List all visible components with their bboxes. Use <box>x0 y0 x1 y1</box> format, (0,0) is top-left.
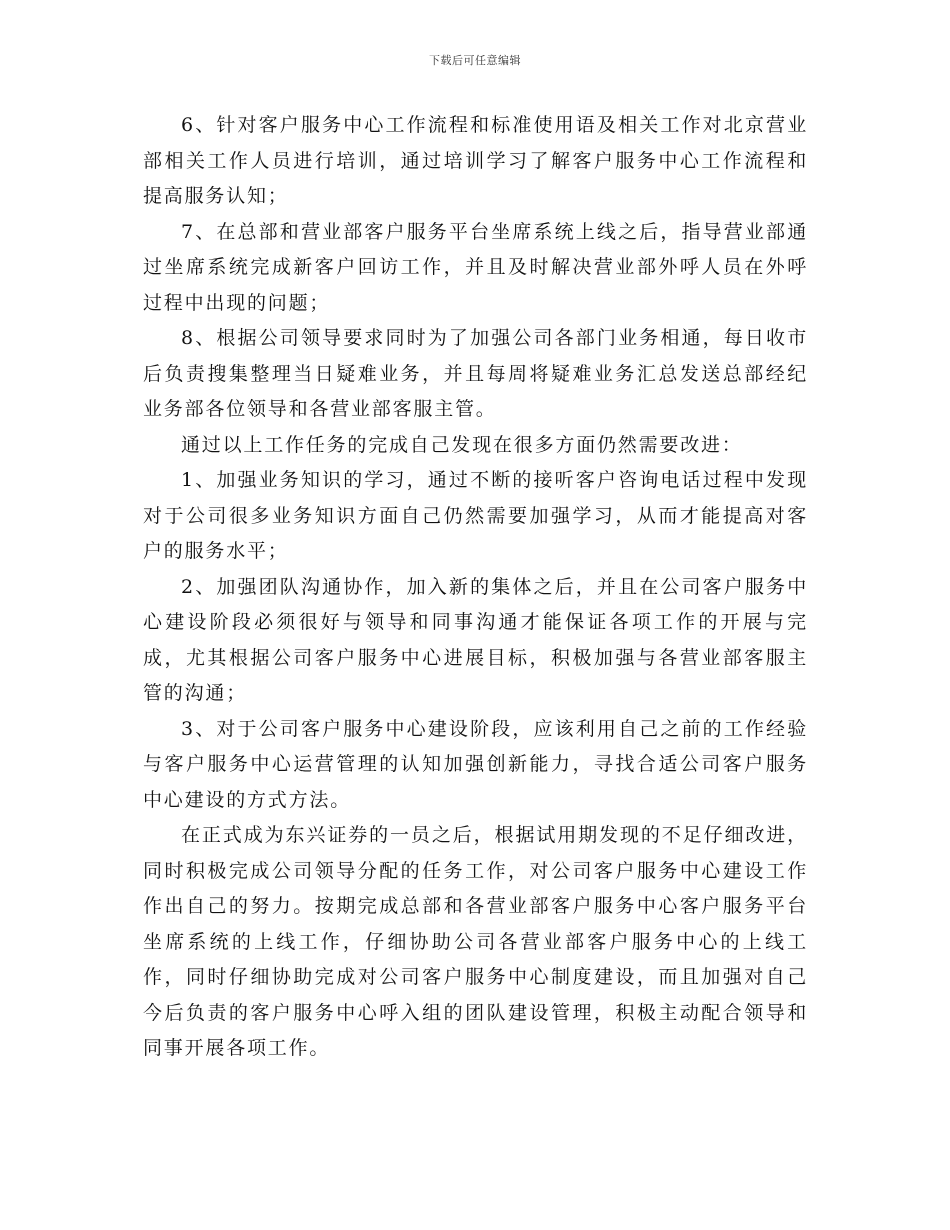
paragraph-improvement-2: 2、加强团队沟通协作，加入新的集体之后，并且在公司客户服务中心建设阶段必须很好与领导和同事沟通才能保证各项工作的开展与完成，尤其根据公司客户服务中心进展目标，积极加强与各营业部客服主管的沟通； <box>143 575 808 704</box>
paragraph-item-8: 8、根据公司领导要求同时为了加强公司各部门业务相通，每日收市后负责搜集整理当日疑难业务，并且每周将疑难业务汇总发送总部经纪业务部各位领导和各营业部客服主管。 <box>143 327 808 420</box>
header-note: 下载后可任意编辑 <box>429 54 521 67</box>
paragraph-improvement-intro: 通过以上工作任务的完成自己发现在很多方面仍然需要改进： <box>181 433 743 456</box>
paragraph-item-6: 6、针对客户服务中心工作流程和标准使用语及相关工作对北京营业部相关工作人员进行培训，通过培训学习了解客户服务中心工作流程和提高服务认知； <box>143 114 808 207</box>
paragraph-improvement-3: 3、对于公司客户服务中心建设阶段，应该利用自己之前的工作经验与客户服务中心运营管理的认知加强创新能力，寻找合适公司客户服务中心建设的方式方法。 <box>143 717 808 811</box>
paragraph-item-7: 7、在总部和营业部客户服务平台坐席系统上线之后，指导营业部通过坐席系统完成新客户回访工作，并且及时解决营业部外呼人员在外呼过程中出现的问题； <box>143 220 808 314</box>
paragraph-conclusion: 在正式成为东兴证券的一员之后，根据试用期发现的不足仔细改进，同时积极完成公司领导分配的任务工作，对公司客户服务中心建设工作作出自己的努力。按期完成总部和各营业部客户服务中心客户服务平台坐席系统的上线工作，仔细协助公司各营业部客户服务中心的上线工作，同时仔细协助完成对公司客户服务中心制度建设，而且加强对自己今后负责的客户服务中心呼入组的团队建设管理，积极主动配合领导和同事开展各项工作。 <box>143 824 808 1059</box>
document-body <box>143 108 808 1067</box>
paragraph-improvement-1: 1、加强业务知识的学习，通过不断的接听客户咨询电话过程中发现对于公司很多业务知识方面自己仍然需要加强学习，从而才能提高对客户的服务水平； <box>143 469 808 562</box>
